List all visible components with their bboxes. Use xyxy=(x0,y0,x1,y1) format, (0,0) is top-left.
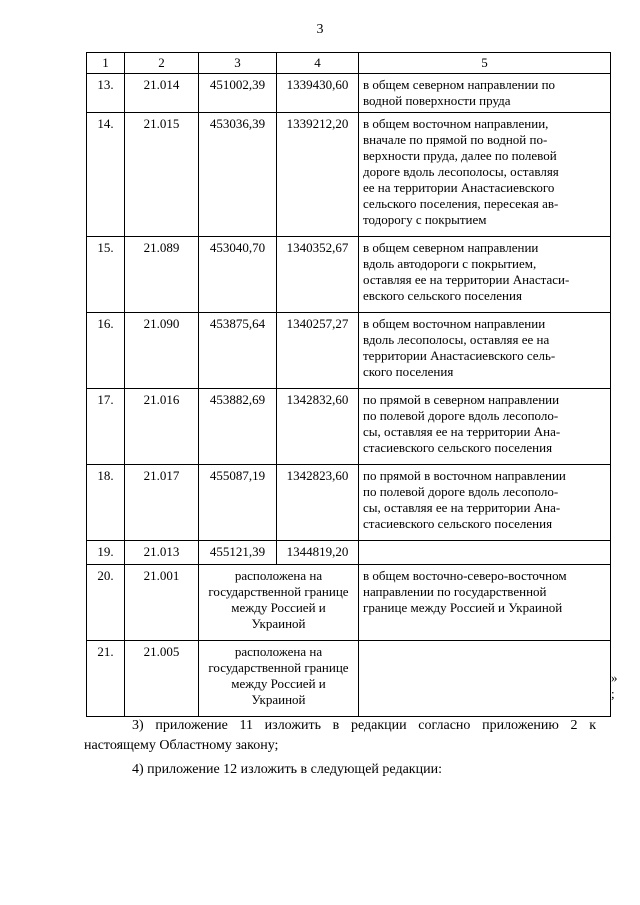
description-line: ского поселения xyxy=(363,364,454,379)
y-coordinate-cell: 1342832,60 xyxy=(277,389,359,465)
description-line: дороге вдоль лесополосы, оставляя xyxy=(363,164,559,179)
paragraph-text: 4) приложение 12 изложить в следующей редакции: xyxy=(132,762,442,777)
y-coordinate-cell: 1342823,60 xyxy=(277,465,359,541)
table-row xyxy=(87,313,611,389)
description-line: по полевой дороге вдоль лесополо- xyxy=(363,408,559,423)
paragraph-text: 3) приложение 11 изложить в редакции согласно приложению 2 к настоящему Областному закону; xyxy=(84,718,596,753)
table-row xyxy=(87,74,611,113)
row-number-cell: 20. xyxy=(87,565,125,641)
description-line: стасиевского сельского поселения xyxy=(363,516,553,531)
x-coordinate-cell: 451002,39 xyxy=(199,74,277,113)
description-line: в общем северном направлении xyxy=(363,240,539,255)
description-line: вдоль лесополосы, оставляя ее на xyxy=(363,332,550,347)
description-line: в общем восточно-северо-восточном xyxy=(363,568,567,583)
description-line: водной поверхности пруда xyxy=(363,93,511,108)
border-location-cell: расположена на государственной границе между Россией и Украиной xyxy=(199,641,359,717)
table-row xyxy=(87,465,611,541)
table-row xyxy=(87,565,611,641)
direction-description-cell xyxy=(359,465,611,541)
direction-description-cell xyxy=(359,541,611,565)
point-id-cell: 21.013 xyxy=(125,541,199,565)
direction-description-cell xyxy=(359,74,611,113)
point-id-cell: 21.017 xyxy=(125,465,199,541)
table-row xyxy=(87,541,611,565)
x-coordinate-cell: 455121,39 xyxy=(199,541,277,565)
row-number-cell: 14. xyxy=(87,113,125,237)
y-coordinate-cell: 1339430,60 xyxy=(277,74,359,113)
header-cell: 5 xyxy=(359,53,611,74)
y-coordinate-cell: 1340352,67 xyxy=(277,237,359,313)
description-line: по прямой в северном направлении xyxy=(363,392,560,407)
amendment-paragraph xyxy=(84,760,596,780)
row-number-cell: 16. xyxy=(87,313,125,389)
description-line: евского сельского поселения xyxy=(363,288,522,303)
table-row xyxy=(87,113,611,237)
direction-description-cell xyxy=(359,641,611,717)
table-row xyxy=(87,641,611,717)
row-number-cell: 13. xyxy=(87,74,125,113)
x-coordinate-cell: 453882,69 xyxy=(199,389,277,465)
direction-description-cell xyxy=(359,565,611,641)
table-header-row xyxy=(87,53,611,74)
description-line: сы, оставляя ее на территории Ана- xyxy=(363,500,561,515)
row-number-cell: 19. xyxy=(87,541,125,565)
description-line: верхности пруда, далее по полевой xyxy=(363,148,557,163)
row-number-cell: 18. xyxy=(87,465,125,541)
x-coordinate-cell: 453040,70 xyxy=(199,237,277,313)
x-coordinate-cell: 455087,19 xyxy=(199,465,277,541)
description-line: сы, оставляя ее на территории Ана- xyxy=(363,424,561,439)
description-line: тодорогу с покрытием xyxy=(363,212,487,227)
closing-semicolon: ; xyxy=(611,686,615,701)
description-line: вдоль автодороги с покрытием, xyxy=(363,256,537,271)
point-id-cell: 21.015 xyxy=(125,113,199,237)
table-row xyxy=(87,389,611,465)
amendment-paragraph xyxy=(84,716,596,756)
description-line: ее на территории Анастасиевского xyxy=(363,180,555,195)
row-number-cell: 15. xyxy=(87,237,125,313)
point-id-cell: 21.001 xyxy=(125,565,199,641)
description-line: территории Анастасиевского сель- xyxy=(363,348,556,363)
header-cell: 3 xyxy=(199,53,277,74)
point-id-cell: 21.005 xyxy=(125,641,199,717)
y-coordinate-cell: 1344819,20 xyxy=(277,541,359,565)
description-line: по прямой в восточном направлении xyxy=(363,468,566,483)
closing-quote xyxy=(611,670,618,702)
description-line: в общем северном направлении по xyxy=(363,77,556,92)
description-line: стасиевского сельского поселения xyxy=(363,440,553,455)
description-line: в общем восточном направлении, xyxy=(363,116,549,131)
boundary-coordinates-table xyxy=(86,52,611,717)
description-line: оставляя ее на территории Анастаси- xyxy=(363,272,570,287)
y-coordinate-cell: 1340257,27 xyxy=(277,313,359,389)
direction-description-cell xyxy=(359,113,611,237)
description-line: по полевой дороге вдоль лесополо- xyxy=(363,484,559,499)
description-line: сельского поселения, пересекая ав- xyxy=(363,196,559,211)
header-cell: 1 xyxy=(87,53,125,74)
description-line: границе между Россией и Украиной xyxy=(363,600,563,615)
header-cell: 4 xyxy=(277,53,359,74)
page-number: 3 xyxy=(316,22,324,37)
closing-quote-mark: » xyxy=(611,670,618,685)
row-number-cell: 21. xyxy=(87,641,125,717)
description-line: вначале по прямой по водной по- xyxy=(363,132,548,147)
point-id-cell: 21.089 xyxy=(125,237,199,313)
point-id-cell: 21.014 xyxy=(125,74,199,113)
row-number-cell: 17. xyxy=(87,389,125,465)
x-coordinate-cell: 453875,64 xyxy=(199,313,277,389)
description-line: направлении по государственной xyxy=(363,584,547,599)
point-id-cell: 21.016 xyxy=(125,389,199,465)
direction-description-cell xyxy=(359,237,611,313)
point-id-cell: 21.090 xyxy=(125,313,199,389)
direction-description-cell xyxy=(359,313,611,389)
description-line: в общем восточном направлении xyxy=(363,316,546,331)
y-coordinate-cell: 1339212,20 xyxy=(277,113,359,237)
table-row xyxy=(87,237,611,313)
border-location-cell: расположена на государственной границе между Россией и Украиной xyxy=(199,565,359,641)
x-coordinate-cell: 453036,39 xyxy=(199,113,277,237)
direction-description-cell xyxy=(359,389,611,465)
header-cell: 2 xyxy=(125,53,199,74)
